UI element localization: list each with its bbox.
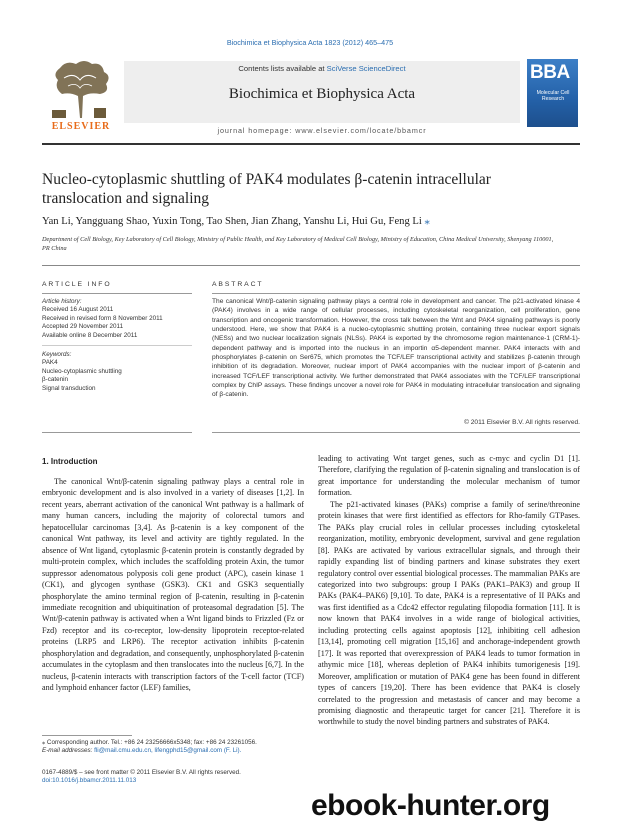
cover-subtitle: Molecular Cell Research: [536, 90, 570, 102]
paragraph: leading to activating Wnt target genes, such as c-myc and cyclin D1 [1]. Therefore, clarifying the regulation of β-catenin signaling and translocation is of great importance for understanding the molecular mechanism of tumor formation.: [318, 454, 580, 498]
keywords-label: Keywords:: [42, 351, 72, 358]
keyword-item: Signal transduction: [42, 384, 96, 392]
footnote-rule: [42, 735, 132, 736]
email-line: [42, 747, 304, 755]
keywords-rule: [42, 345, 192, 346]
keyword-item: Nucleo-cytoplasmic shuttling: [42, 367, 122, 375]
authors-text: Yan Li, Yangguang Shao, Yuxin Tong, Tao Shen, Jian Zhang, Yanshu Li, Hui Gu, Feng Li: [42, 216, 422, 227]
history-revised: Received in revised form 8 November 2011: [42, 314, 163, 322]
email-label: E-mail addresses:: [42, 747, 93, 755]
article-history: [42, 298, 202, 340]
history-online: Available online 8 December 2011: [42, 331, 138, 339]
email-addresses[interactable]: fli@mail.cmu.edu.cn, lifengphd15@gmail.com (F. Li).: [94, 747, 242, 755]
history-label: Article history:: [42, 298, 82, 305]
contents-line: [124, 64, 520, 73]
abstract-copyright: © 2011 Elsevier B.V. All rights reserved.: [464, 419, 580, 426]
header-divider: [42, 143, 580, 145]
corresponding-author-mark[interactable]: ⁎: [424, 216, 430, 227]
journal-homepage[interactable]: journal homepage: www.elsevier.com/locate/bbamcr: [217, 126, 427, 135]
article-info-rule: [42, 293, 192, 294]
abstract-rule: [212, 293, 580, 294]
body-column-left: The canonical Wnt/β-catenin signaling pathway plays a central role in embryonic development and is also involved in a variety of diseases [1,2]. In recent years, aberrant activation of the canonical Wnt pathway is a hallmark of many human cancers, including the majority of colorectal tumors and hepatocellular carcinomas [3,4]. As β-catenin is a key component of the canonical Wnt pathway, its level and activity are tightly regulated. In the absence of Wnt ligand, cytoplasmic β-catenin protein is constantly degraded by multi-protein complex, which includes the scaffolding protein Axin, the tumor suppressor adenomatous polyposis coli gene product (APC), casein kinase 1 (CK1), and glycogen synthase (GSK3). CK1 and GSK3 sequentially phosphorylate the amino terminal region of β-catenin, resulting in β-catenin immediate recognition and ubiquitination of proteasomal degradation [5]. The Wnt/β-catenin pathway is activated when a Wnt ligand binds to Frizzled (Fz or Fzd) receptor and its co-receptor, low-density lipoprotein receptor-related proteins (LRP5 and LRP6). The receptor activation inhibits β-catenin phosphorylation and degradation, and consequently, unphosphorylated β-catenin accumulates in the cytoplasm and then translocates into the nucleus [6,7]. In the nucleus, β-catenin interacts with transcription factors of the T-cell factor (TCF) and lymphoid enhancer factor (LEF) families,: [42, 477, 304, 693]
journal-title: Biochimica et Biophysica Acta: [228, 86, 416, 102]
front-matter-line: 0167-4889/$ – see front matter © 2011 Elsevier B.V. All rights reserved.: [42, 769, 241, 776]
watermark: ebook-hunter.org: [311, 789, 550, 822]
elsevier-wordmark: ELSEVIER: [51, 121, 111, 132]
affiliation-divider: [42, 265, 580, 266]
abstract-text: The canonical Wnt/β-catenin signaling pathway plays a central role in development and cancer. The p21-activated kinase 4 (PAK4) involves in a wide range of cellular processes, including cytoskeletal reorganization, cell proliferation, gene transcription and oncogenic transformation. However, the cross talk between the Wnt and PAK4 signaling pathways is poorly understood. Here, we show that PAK4 is a nucleo-cytoplasmic shuttling protein, containing three nuclear export signals (NESs) and two nuclear localization signals (NLSs). PAK4 is exported by the chromosome region maintenance-1 (CRM-1)-dependent pathway and is imported into the nucleus in an importin α5-dependent manner. PAK4 interacts with and phosphorylates β-catenin on Ser675, which promotes the TCF/LEF transcriptional activity and stabilizes β-catenin through inhibition of its degradation. Moreover, nuclear import of PAK4 accompanies with the nuclear import of β-catenin and increased TCF/LEF transcriptional activity. We further demonstrated that PAK4 associates with the TCF/LEF transcriptional complex by ChIP assays. These findings uncover a novel role for PAK4 in modulating intracellular translocation and signaling of β-catenin.: [212, 298, 580, 399]
keyword-item: β-catenin: [42, 376, 69, 384]
corresponding-author-line: ⁎ Corresponding author. Tel.: +86 24 23256666x5348; fax: +86 24 23261056.: [42, 739, 257, 746]
article-title: Nucleo-cytoplasmic shuttling of PAK4 modulates β-catenin intracellular translocation and signaling: [42, 171, 491, 207]
body-column-right: [318, 453, 580, 728]
keywords: [42, 351, 202, 393]
affiliation: Department of Cell Biology, Key Laboratory of Cell Biology, Ministry of Public Health, and Key Laboratory of Medical Cell Biology, Ministry of Education, China Medical University, Shenyang 110001, PR China: [42, 236, 554, 252]
author-list: [42, 215, 582, 227]
abstract-end-rule: [212, 432, 580, 433]
journal-citation[interactable]: Biochimica et Biophysica Acta 1823 (2012) 465–475: [226, 38, 394, 47]
abstract-heading: ABSTRACT: [212, 281, 264, 288]
introduction-heading: 1. Introduction: [42, 457, 98, 466]
doi-link[interactable]: doi:10.1016/j.bbamcr.2011.11.013: [42, 777, 137, 785]
history-accepted: Accepted 29 November 2011: [42, 323, 124, 331]
keyword-item: PAK4: [42, 359, 58, 367]
history-received: Received 16 August 2011: [42, 306, 114, 314]
corresponding-footnote: [42, 739, 304, 756]
cover-title: BBA: [530, 62, 570, 83]
paragraph: The p21-activated kinases (PAKs) comprise a family of serine/threonine protein kinases that were first identified as effectors for Rho-family GTPases. The PAKs play crucial roles in cellular processes including cytoskeletal reorganization, motility, embryonic development, survival and gene regulation [8]. PAKs are activated by various extracellular signals, and through their rapidly expanding list of binding partners and kinase substrates they exert regulatory control over essential biological processes. The mammalian PAKs are categorized into two subgroups: group I PAKs (PAK1–PAK3) and group II PAKs (PAK4–PAK6) [9,10]. To date, PAK4 is a representative of II PAKs and was first identified as a Cdc42 effector regulating filopodia formation [11]. It is now known that PAK4 involves in a wide range of biological activities, including protecting cells against apoptosis [12], inhibiting cell adhesion [13,14], promoting cell migration [15,16] and anchorage-independent growth [17]. It was reported that overexpression of PAK4 leads to tumor formation in athymic mice [18], whereas depletion of PAK4 inhibits tumorigenesis [19]. Moreover, amplification or mutation of PAK4 gene has been found in different types of cancers [19,20]. There has been evidence that PAK4 is closely correlated to the progression and metastasis of cancer and may become a promising diagnostic and therapeutic target for cancer [21]. Therefore it is worthwhile to study the novel binding partners and substrates of PAK4.: [318, 499, 580, 727]
article-info-end-rule: [42, 432, 192, 433]
article-info-heading: ARTICLE INFO: [42, 281, 112, 288]
sciencedirect-link[interactable]: SciVerse ScienceDirect: [326, 64, 406, 73]
contents-prefix: Contents lists available at: [238, 64, 327, 73]
front-matter: [42, 769, 304, 786]
